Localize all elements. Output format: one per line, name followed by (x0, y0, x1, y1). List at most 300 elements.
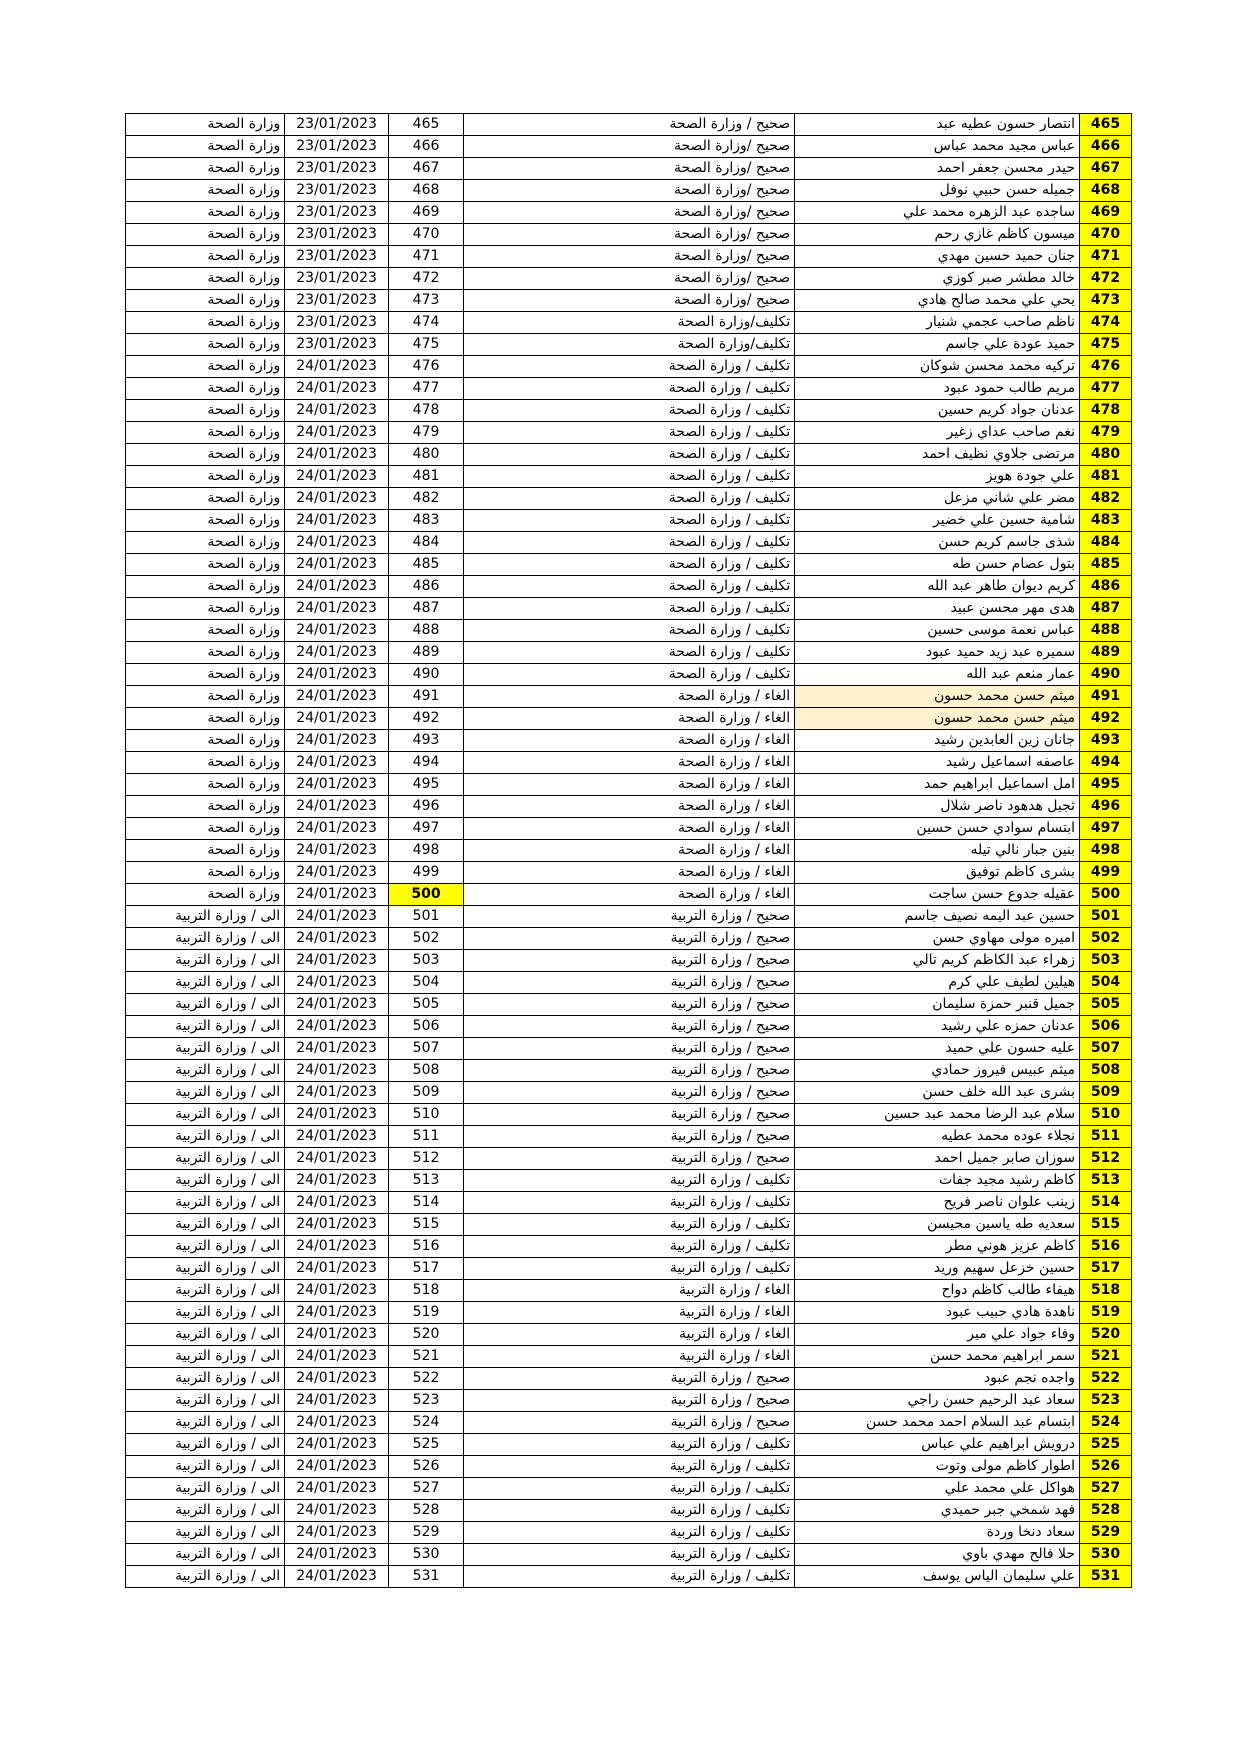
ministry-cell: الى / وزارة التربية (126, 1302, 285, 1324)
table-row (126, 708, 1132, 730)
ministry-cell: وزارة الصحة (126, 554, 285, 576)
name-cell: يحي علي محمد صالح هادي (795, 290, 1080, 312)
name-cell: ميسون كاظم غازي رحم (795, 224, 1080, 246)
table-row (126, 730, 1132, 752)
sequence-number-cell: 491 (389, 686, 464, 708)
table-row (126, 576, 1132, 598)
ministry-cell: وزارة الصحة (126, 334, 285, 356)
ministry-cell: الى / وزارة التربية (126, 1104, 285, 1126)
date-cell: 24/01/2023 (285, 1390, 389, 1412)
table-row (126, 312, 1132, 334)
row-number-cell: 523 (1080, 1390, 1132, 1412)
status-cell: تكليف / وزارة الصحة (464, 598, 795, 620)
ministry-cell: وزارة الصحة (126, 774, 285, 796)
ministry-cell: الى / وزارة التربية (126, 1082, 285, 1104)
sequence-number-cell: 495 (389, 774, 464, 796)
name-cell: سلام عبد الرضا محمد عبد حسين (795, 1104, 1080, 1126)
row-number-cell: 480 (1080, 444, 1132, 466)
status-cell: الغاء / وزارة التربية (464, 1302, 795, 1324)
ministry-cell: وزارة الصحة (126, 422, 285, 444)
status-cell: الغاء / وزارة التربية (464, 1280, 795, 1302)
status-cell: تكليف / وزارة الصحة (464, 356, 795, 378)
table-row (126, 1126, 1132, 1148)
ministry-cell: الى / وزارة التربية (126, 1280, 285, 1302)
ministry-cell: وزارة الصحة (126, 620, 285, 642)
ministry-cell: الى / وزارة التربية (126, 906, 285, 928)
sequence-number-cell: 473 (389, 290, 464, 312)
table-row (126, 158, 1132, 180)
status-cell: صحيح / وزارة التربية (464, 1016, 795, 1038)
name-cell: كاظم عزيز هوني مطر (795, 1236, 1080, 1258)
name-cell: عدنان حمزه علي رشيد (795, 1016, 1080, 1038)
status-cell: تكليف / وزارة التربية (464, 1192, 795, 1214)
name-cell: عدنان جواد كريم حسين (795, 400, 1080, 422)
name-cell: خالد مطشر صبر كوزي (795, 268, 1080, 290)
name-cell: ثجيل هدهود ناصر شلال (795, 796, 1080, 818)
name-cell: جنان حميد حسين مهدي (795, 246, 1080, 268)
sequence-number-cell: 521 (389, 1346, 464, 1368)
status-cell: تكليف / وزارة الصحة (464, 488, 795, 510)
status-cell: تكليف / وزارة الصحة (464, 576, 795, 598)
ministry-cell: الى / وزارة التربية (126, 1412, 285, 1434)
sequence-number-cell: 468 (389, 180, 464, 202)
name-cell: تركيه محمد محسن شوكان (795, 356, 1080, 378)
table-row (126, 884, 1132, 906)
row-number-cell: 498 (1080, 840, 1132, 862)
sequence-number-cell: 517 (389, 1258, 464, 1280)
name-cell: بنين جبار نالي تيله (795, 840, 1080, 862)
name-cell: ناهدة هادي حبيب عبود (795, 1302, 1080, 1324)
sequence-number-cell: 501 (389, 906, 464, 928)
table-row (126, 202, 1132, 224)
ministry-cell: الى / وزارة التربية (126, 1390, 285, 1412)
name-cell: درويش ابراهيم علي عباس (795, 1434, 1080, 1456)
date-cell: 24/01/2023 (285, 862, 389, 884)
table-row (126, 1016, 1132, 1038)
row-number-cell: 499 (1080, 862, 1132, 884)
status-cell: تكليف / وزارة الصحة (464, 642, 795, 664)
row-number-cell: 519 (1080, 1302, 1132, 1324)
row-number-cell: 488 (1080, 620, 1132, 642)
sequence-number-cell: 499 (389, 862, 464, 884)
row-number-cell: 515 (1080, 1214, 1132, 1236)
sequence-number-cell: 482 (389, 488, 464, 510)
sequence-number-cell: 504 (389, 972, 464, 994)
date-cell: 24/01/2023 (285, 1566, 389, 1588)
sequence-number-cell: 496 (389, 796, 464, 818)
sequence-number-cell: 469 (389, 202, 464, 224)
ministry-cell: الى / وزارة التربية (126, 1214, 285, 1236)
status-cell: صحيح / وزارة التربية (464, 950, 795, 972)
ministry-cell: وزارة الصحة (126, 312, 285, 334)
name-cell: ناظم صاحب عجمي شنيار (795, 312, 1080, 334)
ministry-cell: الى / وزارة التربية (126, 1434, 285, 1456)
table-row (126, 840, 1132, 862)
status-cell: تكليف / وزارة التربية (464, 1500, 795, 1522)
table-row (126, 136, 1132, 158)
status-cell: صحيح / وزارة التربية (464, 1412, 795, 1434)
ministry-cell: الى / وزارة التربية (126, 1346, 285, 1368)
table-row (126, 1368, 1132, 1390)
table-row (126, 1038, 1132, 1060)
name-cell: ابتسام عبد السلام احمد محمد حسن (795, 1412, 1080, 1434)
name-cell: انتصار حسون عطيه عبد (795, 114, 1080, 136)
ministry-cell: الى / وزارة التربية (126, 1500, 285, 1522)
row-number-cell: 490 (1080, 664, 1132, 686)
ministry-cell: الى / وزارة التربية (126, 1478, 285, 1500)
row-number-cell: 487 (1080, 598, 1132, 620)
name-cell: هيلين لطيف علي كرم (795, 972, 1080, 994)
sequence-number-cell: 467 (389, 158, 464, 180)
row-number-cell: 517 (1080, 1258, 1132, 1280)
table-row (126, 774, 1132, 796)
row-number-cell: 479 (1080, 422, 1132, 444)
status-cell: صحيح /وزارة الصحة (464, 246, 795, 268)
row-number-cell: 505 (1080, 994, 1132, 1016)
table-row (126, 1214, 1132, 1236)
name-cell: حسين خزعل سهيم وريد (795, 1258, 1080, 1280)
table-row (126, 1302, 1132, 1324)
date-cell: 23/01/2023 (285, 158, 389, 180)
ministry-cell: وزارة الصحة (126, 290, 285, 312)
status-cell: صحيح / وزارة التربية (464, 1390, 795, 1412)
status-cell: صحيح /وزارة الصحة (464, 202, 795, 224)
status-cell: صحيح / وزارة التربية (464, 906, 795, 928)
date-cell: 24/01/2023 (285, 378, 389, 400)
name-cell: هيفاء طالب كاظم دواح (795, 1280, 1080, 1302)
status-cell: تكليف/وزارة الصحة (464, 334, 795, 356)
sequence-number-cell: 481 (389, 466, 464, 488)
date-cell: 24/01/2023 (285, 1456, 389, 1478)
sequence-number-cell: 507 (389, 1038, 464, 1060)
table-row (126, 356, 1132, 378)
table-row (126, 1478, 1132, 1500)
table-row (126, 906, 1132, 928)
status-cell: تكليف / وزارة التربية (464, 1214, 795, 1236)
ministry-cell: وزارة الصحة (126, 664, 285, 686)
table-row (126, 598, 1132, 620)
row-number-cell: 465 (1080, 114, 1132, 136)
sequence-number-cell: 522 (389, 1368, 464, 1390)
sequence-number-cell: 476 (389, 356, 464, 378)
date-cell: 24/01/2023 (285, 972, 389, 994)
date-cell: 24/01/2023 (285, 620, 389, 642)
sequence-number-cell: 475 (389, 334, 464, 356)
row-number-cell: 468 (1080, 180, 1132, 202)
row-number-cell: 491 (1080, 686, 1132, 708)
sequence-number-cell: 519 (389, 1302, 464, 1324)
ministry-cell: وزارة الصحة (126, 356, 285, 378)
date-cell: 24/01/2023 (285, 532, 389, 554)
table-row (126, 1148, 1132, 1170)
ministry-cell: وزارة الصحة (126, 730, 285, 752)
ministry-cell: وزارة الصحة (126, 444, 285, 466)
ministry-cell: وزارة الصحة (126, 136, 285, 158)
status-cell: صحيح /وزارة الصحة (464, 158, 795, 180)
date-cell: 24/01/2023 (285, 686, 389, 708)
status-cell: صحيح /وزارة الصحة (464, 268, 795, 290)
name-cell: زهراء عبد الكاظم كريم تالي (795, 950, 1080, 972)
name-cell: مرتضى جلاوي نظيف احمد (795, 444, 1080, 466)
status-cell: صحيح / وزارة التربية (464, 1082, 795, 1104)
date-cell: 24/01/2023 (285, 1346, 389, 1368)
date-cell: 24/01/2023 (285, 642, 389, 664)
name-cell: جانان زين العابدين رشيد (795, 730, 1080, 752)
table-row (126, 1390, 1132, 1412)
date-cell: 24/01/2023 (285, 1302, 389, 1324)
ministry-cell: وزارة الصحة (126, 268, 285, 290)
date-cell: 23/01/2023 (285, 312, 389, 334)
date-cell: 24/01/2023 (285, 1324, 389, 1346)
row-number-cell: 470 (1080, 224, 1132, 246)
table-row (126, 752, 1132, 774)
name-cell: عليه حسون علي حميد (795, 1038, 1080, 1060)
name-cell: عباس نعمة موسى حسين (795, 620, 1080, 642)
row-number-cell: 474 (1080, 312, 1132, 334)
name-cell: حميد عودة علي جاسم (795, 334, 1080, 356)
row-number-cell: 484 (1080, 532, 1132, 554)
row-number-cell: 502 (1080, 928, 1132, 950)
name-cell: وفاء جواد علي مير (795, 1324, 1080, 1346)
row-number-cell: 530 (1080, 1544, 1132, 1566)
sequence-number-cell: 480 (389, 444, 464, 466)
row-number-cell: 509 (1080, 1082, 1132, 1104)
date-cell: 23/01/2023 (285, 246, 389, 268)
status-cell: الغاء / وزارة الصحة (464, 818, 795, 840)
ministry-cell: الى / وزارة التربية (126, 1192, 285, 1214)
date-cell: 24/01/2023 (285, 840, 389, 862)
table-row (126, 422, 1132, 444)
ministry-cell: وزارة الصحة (126, 246, 285, 268)
date-cell: 23/01/2023 (285, 268, 389, 290)
sequence-number-cell: 531 (389, 1566, 464, 1588)
status-cell: تكليف / وزارة الصحة (464, 532, 795, 554)
ministry-cell: وزارة الصحة (126, 576, 285, 598)
date-cell: 24/01/2023 (285, 664, 389, 686)
sequence-number-cell: 477 (389, 378, 464, 400)
name-cell: سوزان صابر جميل احمد (795, 1148, 1080, 1170)
table-row (126, 928, 1132, 950)
row-number-cell: 495 (1080, 774, 1132, 796)
row-number-cell: 501 (1080, 906, 1132, 928)
table-row (126, 400, 1132, 422)
date-cell: 24/01/2023 (285, 1280, 389, 1302)
status-cell: صحيح / وزارة التربية (464, 994, 795, 1016)
date-cell: 24/01/2023 (285, 1368, 389, 1390)
ministry-cell: وزارة الصحة (126, 642, 285, 664)
status-cell: تكليف / وزارة التربية (464, 1544, 795, 1566)
name-cell: هدى مهر محسن عبيد (795, 598, 1080, 620)
date-cell: 24/01/2023 (285, 818, 389, 840)
name-cell: هواكل علي محمد علي (795, 1478, 1080, 1500)
date-cell: 24/01/2023 (285, 1082, 389, 1104)
row-number-cell: 477 (1080, 378, 1132, 400)
date-cell: 24/01/2023 (285, 774, 389, 796)
table-row (126, 334, 1132, 356)
table-row (126, 246, 1132, 268)
status-cell: تكليف / وزارة التربية (464, 1258, 795, 1280)
date-cell: 24/01/2023 (285, 950, 389, 972)
ministry-cell: الى / وزارة التربية (126, 1368, 285, 1390)
name-cell: سمر ابراهيم محمد حسن (795, 1346, 1080, 1368)
date-cell: 24/01/2023 (285, 994, 389, 1016)
date-cell: 24/01/2023 (285, 444, 389, 466)
status-cell: تكليف / وزارة الصحة (464, 466, 795, 488)
row-number-cell: 511 (1080, 1126, 1132, 1148)
ministry-cell: وزارة الصحة (126, 224, 285, 246)
name-cell: بشرى عبد الله خلف حسن (795, 1082, 1080, 1104)
row-number-cell: 512 (1080, 1148, 1132, 1170)
row-number-cell: 513 (1080, 1170, 1132, 1192)
ministry-cell: الى / وزارة التربية (126, 1170, 285, 1192)
status-cell: الغاء / وزارة التربية (464, 1324, 795, 1346)
ministry-cell: الى / وزارة التربية (126, 1324, 285, 1346)
name-cell: شذى جاسم كريم حسن (795, 532, 1080, 554)
row-number-cell: 489 (1080, 642, 1132, 664)
row-number-cell: 503 (1080, 950, 1132, 972)
table-row (126, 1324, 1132, 1346)
date-cell: 24/01/2023 (285, 1478, 389, 1500)
row-number-cell: 475 (1080, 334, 1132, 356)
status-cell: تكليف / وزارة الصحة (464, 554, 795, 576)
table-row (126, 972, 1132, 994)
name-cell: علي سليمان الياس يوسف (795, 1566, 1080, 1588)
status-cell: الغاء / وزارة الصحة (464, 862, 795, 884)
row-number-cell: 504 (1080, 972, 1132, 994)
date-cell: 24/01/2023 (285, 796, 389, 818)
table-row (126, 796, 1132, 818)
date-cell: 24/01/2023 (285, 1522, 389, 1544)
status-cell: تكليف / وزارة التربية (464, 1170, 795, 1192)
ministry-cell: الى / وزارة التربية (126, 1456, 285, 1478)
row-number-cell: 493 (1080, 730, 1132, 752)
ministry-cell: وزارة الصحة (126, 532, 285, 554)
name-cell: ساجده عبد الزهره محمد علي (795, 202, 1080, 224)
ministry-cell: الى / وزارة التربية (126, 928, 285, 950)
table-row (126, 554, 1132, 576)
name-cell: شامية حسين علي خضير (795, 510, 1080, 532)
status-cell: تكليف / وزارة الصحة (464, 664, 795, 686)
row-number-cell: 524 (1080, 1412, 1132, 1434)
table-row (126, 1082, 1132, 1104)
table-row (126, 1192, 1132, 1214)
sequence-number-cell: 508 (389, 1060, 464, 1082)
table-row (126, 1500, 1132, 1522)
ministry-cell: وزارة الصحة (126, 114, 285, 136)
table-row (126, 466, 1132, 488)
name-cell: عقيله جدوع حسن ساجت (795, 884, 1080, 906)
row-number-cell: 473 (1080, 290, 1132, 312)
row-number-cell: 483 (1080, 510, 1132, 532)
row-number-cell: 520 (1080, 1324, 1132, 1346)
status-cell: تكليف / وزارة الصحة (464, 510, 795, 532)
sequence-number-cell: 526 (389, 1456, 464, 1478)
table-row (126, 1434, 1132, 1456)
ministry-cell: وزارة الصحة (126, 598, 285, 620)
ministry-cell: وزارة الصحة (126, 466, 285, 488)
sequence-number-cell: 506 (389, 1016, 464, 1038)
table-row (126, 532, 1132, 554)
table-row (126, 1170, 1132, 1192)
status-cell: صحيح / وزارة التربية (464, 972, 795, 994)
date-cell: 23/01/2023 (285, 136, 389, 158)
sequence-number-cell: 511 (389, 1126, 464, 1148)
date-cell: 23/01/2023 (285, 290, 389, 312)
date-cell: 24/01/2023 (285, 1060, 389, 1082)
row-number-cell: 527 (1080, 1478, 1132, 1500)
sequence-number-cell: 505 (389, 994, 464, 1016)
name-cell: مريم طالب حمود عبود (795, 378, 1080, 400)
row-number-cell: 467 (1080, 158, 1132, 180)
date-cell: 24/01/2023 (285, 884, 389, 906)
ministry-cell: وزارة الصحة (126, 752, 285, 774)
date-cell: 24/01/2023 (285, 1192, 389, 1214)
sequence-number-cell: 470 (389, 224, 464, 246)
table-row (126, 1258, 1132, 1280)
records-table (125, 113, 1132, 1588)
sequence-number-cell: 466 (389, 136, 464, 158)
row-number-cell: 469 (1080, 202, 1132, 224)
status-cell: صحيح /وزارة الصحة (464, 224, 795, 246)
sequence-number-cell: 489 (389, 642, 464, 664)
sequence-number-cell: 512 (389, 1148, 464, 1170)
row-number-cell: 472 (1080, 268, 1132, 290)
sequence-number-cell: 525 (389, 1434, 464, 1456)
ministry-cell: وزارة الصحة (126, 202, 285, 224)
table-row (126, 1544, 1132, 1566)
status-cell: تكليف / وزارة الصحة (464, 620, 795, 642)
ministry-cell: الى / وزارة التربية (126, 1060, 285, 1082)
ministry-cell: وزارة الصحة (126, 884, 285, 906)
sequence-number-cell: 494 (389, 752, 464, 774)
ministry-cell: الى / وزارة التربية (126, 1038, 285, 1060)
name-cell: عمار منعم عبد الله (795, 664, 1080, 686)
date-cell: 24/01/2023 (285, 730, 389, 752)
status-cell: الغاء / وزارة الصحة (464, 752, 795, 774)
table-row (126, 378, 1132, 400)
date-cell: 24/01/2023 (285, 708, 389, 730)
status-cell: الغاء / وزارة الصحة (464, 730, 795, 752)
ministry-cell: وزارة الصحة (126, 510, 285, 532)
table-row (126, 1104, 1132, 1126)
sequence-number-cell: 483 (389, 510, 464, 532)
name-cell: اطوار كاظم مولى وتوت (795, 1456, 1080, 1478)
name-cell: ميثم حسن محمد حسون (795, 708, 1080, 730)
sequence-number-cell: 515 (389, 1214, 464, 1236)
status-cell: صحيح / وزارة التربية (464, 1148, 795, 1170)
sequence-number-cell: 514 (389, 1192, 464, 1214)
date-cell: 24/01/2023 (285, 1126, 389, 1148)
sequence-number-cell: 497 (389, 818, 464, 840)
status-cell: تكليف/وزارة الصحة (464, 312, 795, 334)
status-cell: الغاء / وزارة الصحة (464, 840, 795, 862)
date-cell: 24/01/2023 (285, 356, 389, 378)
table-row (126, 664, 1132, 686)
ministry-cell: وزارة الصحة (126, 686, 285, 708)
sequence-number-cell: 502 (389, 928, 464, 950)
name-cell: فهد شمخي جبر حميدي (795, 1500, 1080, 1522)
ministry-cell: الى / وزارة التربية (126, 950, 285, 972)
sequence-number-cell: 500 (389, 884, 464, 906)
ministry-cell: الى / وزارة التربية (126, 1236, 285, 1258)
name-cell: بتول عصام حسن طه (795, 554, 1080, 576)
sequence-number-cell: 510 (389, 1104, 464, 1126)
row-number-cell: 500 (1080, 884, 1132, 906)
status-cell: تكليف / وزارة الصحة (464, 378, 795, 400)
date-cell: 24/01/2023 (285, 488, 389, 510)
row-number-cell: 507 (1080, 1038, 1132, 1060)
date-cell: 24/01/2023 (285, 1412, 389, 1434)
